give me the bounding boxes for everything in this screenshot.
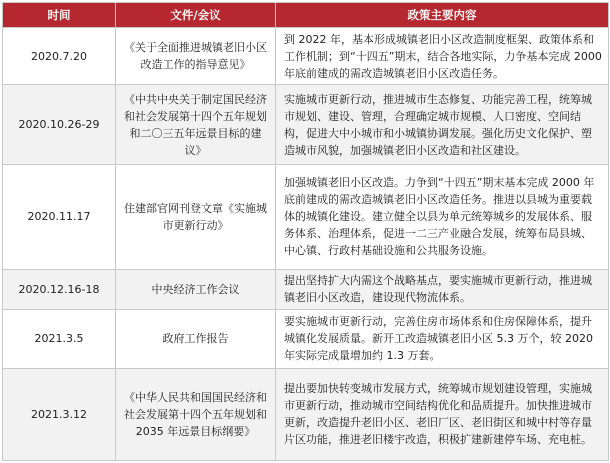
row-content: 加强城镇老旧小区改造。力争到“十四五”期末基本完成 2000 年底前建成的需改造城镇老旧小区改造任务。推进以县城为重要载体的城镇化建设。建立健全以县为单元统筹城乡的发展体系、服务体系、治理体系，促进一二三产业融合发展，统筹布局县城、中心镇、行政村基础设施和公共服务设施。 <box>276 165 609 269</box>
row-time: 2021.3.5 <box>3 309 116 368</box>
row-doc: 中央经济工作会议 <box>116 269 276 309</box>
row-content: 到 2022 年，基本形成城镇老旧小区改造制度框架、政策体系和工作机制；到“十四五”期末，结合各地实际，力争基本完成 2000 年底前建成的需改造城镇老旧小区改造任务。 <box>276 28 609 85</box>
table-row <box>3 28 609 85</box>
table-row <box>3 309 609 368</box>
row-time: 2020.7.20 <box>3 28 116 85</box>
table-row <box>3 85 609 165</box>
header-time: 时间 <box>3 3 116 28</box>
table-row <box>3 368 609 460</box>
row-doc: 《中华人民共和国国民经济和社会发展第十四个五年规划和 2035 年远景目标纲要》 <box>116 368 276 460</box>
table-body <box>3 28 609 461</box>
table-header <box>3 3 609 28</box>
row-content: 提出要加快转变城市发展方式，统筹城市规划建设管理，实施城市更新行动，推动城市空间结构优化和品质提升。加快推进城市更新，改造提升老旧小区、老旧厂区、老旧街区和城中村等存量片区功能，推进老旧楼宇改造，积极扩建新建停车场、充电桩。 <box>276 368 609 460</box>
header-content: 政策主要内容 <box>276 3 609 28</box>
row-doc: 住建部官网刊登文章《实施城市更新行动》 <box>116 165 276 269</box>
table-row <box>3 165 609 269</box>
row-time: 2020.10.26-29 <box>3 85 116 165</box>
row-content: 实施城市更新行动，推进城市生态修复、功能完善工程，统筹城市规划、建设、管理，合理确定城市规模、人口密度、空间结构，促进大中小城市和小城镇协调发展。强化历史文化保护、塑造城市风貌，加强城镇老旧小区改造和社区建设。 <box>276 85 609 165</box>
row-doc: 《关于全面推进城镇老旧小区改造工作的指导意见》 <box>116 28 276 85</box>
row-time: 2020.12.16-18 <box>3 269 116 309</box>
row-time: 2021.3.12 <box>3 368 116 460</box>
row-doc: 《中共中央关于制定国民经济和社会发展第十四个五年规划和二〇三五年远景目标的建议》 <box>116 85 276 165</box>
header-row <box>3 3 609 28</box>
row-content: 提出坚持扩大内需这个战略基点，要实施城市更新行动，推进城镇老旧小区改造，建设现代物流体系。 <box>276 269 609 309</box>
row-doc: 政府工作报告 <box>116 309 276 368</box>
policy-table <box>2 2 609 461</box>
table-row <box>3 269 609 309</box>
row-content: 要实施城市更新行动，完善住房市场体系和住房保障体系，提升城镇化发展质量。新开工改造城镇老旧小区 5.3 万个，较 2020 年实际完成量增加约 1.3 万套。 <box>276 309 609 368</box>
header-doc: 文件/会议 <box>116 3 276 28</box>
row-time: 2020.11.17 <box>3 165 116 269</box>
